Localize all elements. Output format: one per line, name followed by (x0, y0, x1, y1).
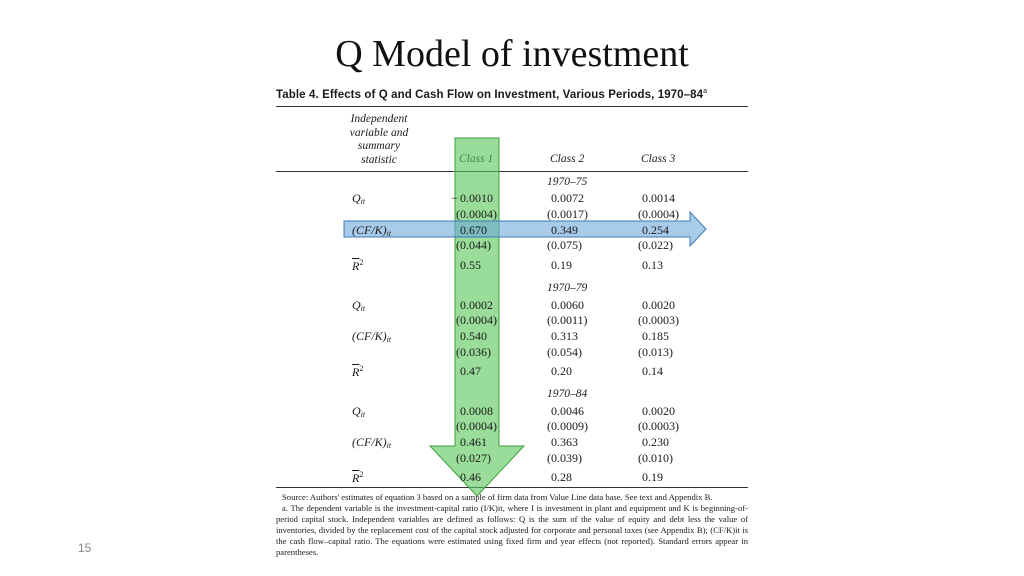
row-label-q: $Q_{it}$ (352, 298, 366, 313)
cfk-se-class-1: (0.027) (456, 451, 491, 465)
r2-class-1: 0.55 (460, 258, 481, 272)
table-footnote (276, 492, 748, 559)
row-label-cfk: $(CF/K)_{it}$ (352, 329, 392, 344)
q-se-class-2: (0.0017) (547, 207, 588, 221)
table-caption: Table 4. Effects of Q and Cash Flow on Investment, Various Periods, 1970–84$^a$ (276, 88, 708, 101)
slide-number: 15 (78, 541, 92, 555)
q-se-class-1: (0.0004) (456, 207, 497, 221)
row-label-q: $Q_{it}$ (352, 404, 366, 419)
q-coef-class-1: 0.0010 (460, 191, 493, 205)
minus-sign: − (451, 191, 458, 205)
cfk-coef-class-3: 0.254 (642, 223, 669, 237)
source-note: Source: Authors' estimates of equation 3 based on a sample of firm data from Value Line data base. See text and Appendix B. (282, 492, 713, 502)
q-coef-class-2: 0.0046 (551, 404, 584, 418)
r2-class-3: 0.14 (642, 364, 663, 378)
cfk-se-class-3: (0.022) (638, 238, 673, 252)
r2-class-2: 0.28 (551, 470, 572, 484)
q-coef-class-3: 0.0020 (642, 404, 675, 418)
r2-class-3: 0.13 (642, 258, 663, 272)
cfk-coef-class-3: 0.230 (642, 435, 669, 449)
r2-class-2: 0.19 (551, 258, 572, 272)
q-se-class-3: (0.0004) (638, 207, 679, 221)
q-se-class-3: (0.0003) (638, 419, 679, 433)
cfk-coef-class-2: 0.349 (551, 223, 578, 237)
cfk-coef-class-2: 0.313 (551, 329, 578, 343)
cfk-se-class-3: (0.013) (638, 345, 673, 359)
q-coef-class-1: 0.0002 (460, 298, 493, 312)
row-label-q: $Q_{it}$ (352, 191, 366, 206)
footnote-a: a. The dependent variable is the investment-capital ratio (I/K)it, where I is investment in plant and equipment and K is beginning-of-period capital stock. Independent variables are defined as follows: Q is the sum of the value of equity and debt less the value of inventories, divided by the replacement cost of the capital stock adjusted for corporate and personal taxes (see Appendix B); (CF/K)it is the cash flow–capital ratio. The equations were estimated using fixed firm and year effects (not reported). Standard errors appear in parentheses. (276, 503, 748, 558)
cfk-se-class-2: (0.039) (547, 451, 582, 465)
q-se-class-3: (0.0003) (638, 313, 679, 327)
period-label: 1970–79 (547, 282, 588, 294)
period-label: 1970–75 (547, 176, 588, 188)
q-coef-class-3: 0.0020 (642, 298, 675, 312)
r2-class-1: 0.47 (460, 364, 481, 378)
q-se-class-2: (0.0009) (547, 419, 588, 433)
r2-class-3: 0.19 (642, 470, 663, 484)
stub-header: Independent variable and summary statistic (349, 113, 409, 166)
r2-class-1: 0.46 (460, 470, 481, 484)
q-coef-class-2: 0.0060 (551, 298, 584, 312)
q-coef-class-2: 0.0072 (551, 191, 584, 205)
cfk-se-class-3: (0.010) (638, 451, 673, 465)
column-header-class-3: Class 3 (641, 153, 676, 165)
r2-class-2: 0.20 (551, 364, 572, 378)
cfk-coef-class-1: 0.461 (460, 435, 487, 449)
cfk-coef-class-3: 0.185 (642, 329, 669, 343)
column-header-class-2: Class 2 (550, 153, 585, 165)
cfk-coef-class-1: 0.670 (460, 223, 487, 237)
row-label-r2: $\overline{R}^2$ (352, 364, 364, 379)
row-label-r2: $\overline{R}^2$ (352, 470, 364, 485)
q-se-class-1: (0.0004) (456, 419, 497, 433)
q-se-class-1: (0.0004) (456, 313, 497, 327)
cfk-se-class-1: (0.044) (456, 238, 491, 252)
period-label: 1970–84 (547, 388, 588, 400)
row-label-cfk: $(CF/K)_{it}$ (352, 223, 392, 238)
row-label-r2: $\overline{R}^2$ (352, 258, 364, 273)
row-label-cfk: $(CF/K)_{it}$ (352, 435, 392, 450)
cfk-se-class-2: (0.054) (547, 345, 582, 359)
cfk-coef-class-2: 0.363 (551, 435, 578, 449)
q-coef-class-3: 0.0014 (642, 191, 675, 205)
cfk-se-class-2: (0.075) (547, 238, 582, 252)
slide-title: Q Model of investment (335, 33, 689, 75)
q-coef-class-1: 0.0008 (460, 404, 493, 418)
cfk-coef-class-1: 0.540 (460, 329, 487, 343)
q-se-class-2: (0.0011) (547, 313, 588, 327)
cfk-se-class-1: (0.036) (456, 345, 491, 359)
